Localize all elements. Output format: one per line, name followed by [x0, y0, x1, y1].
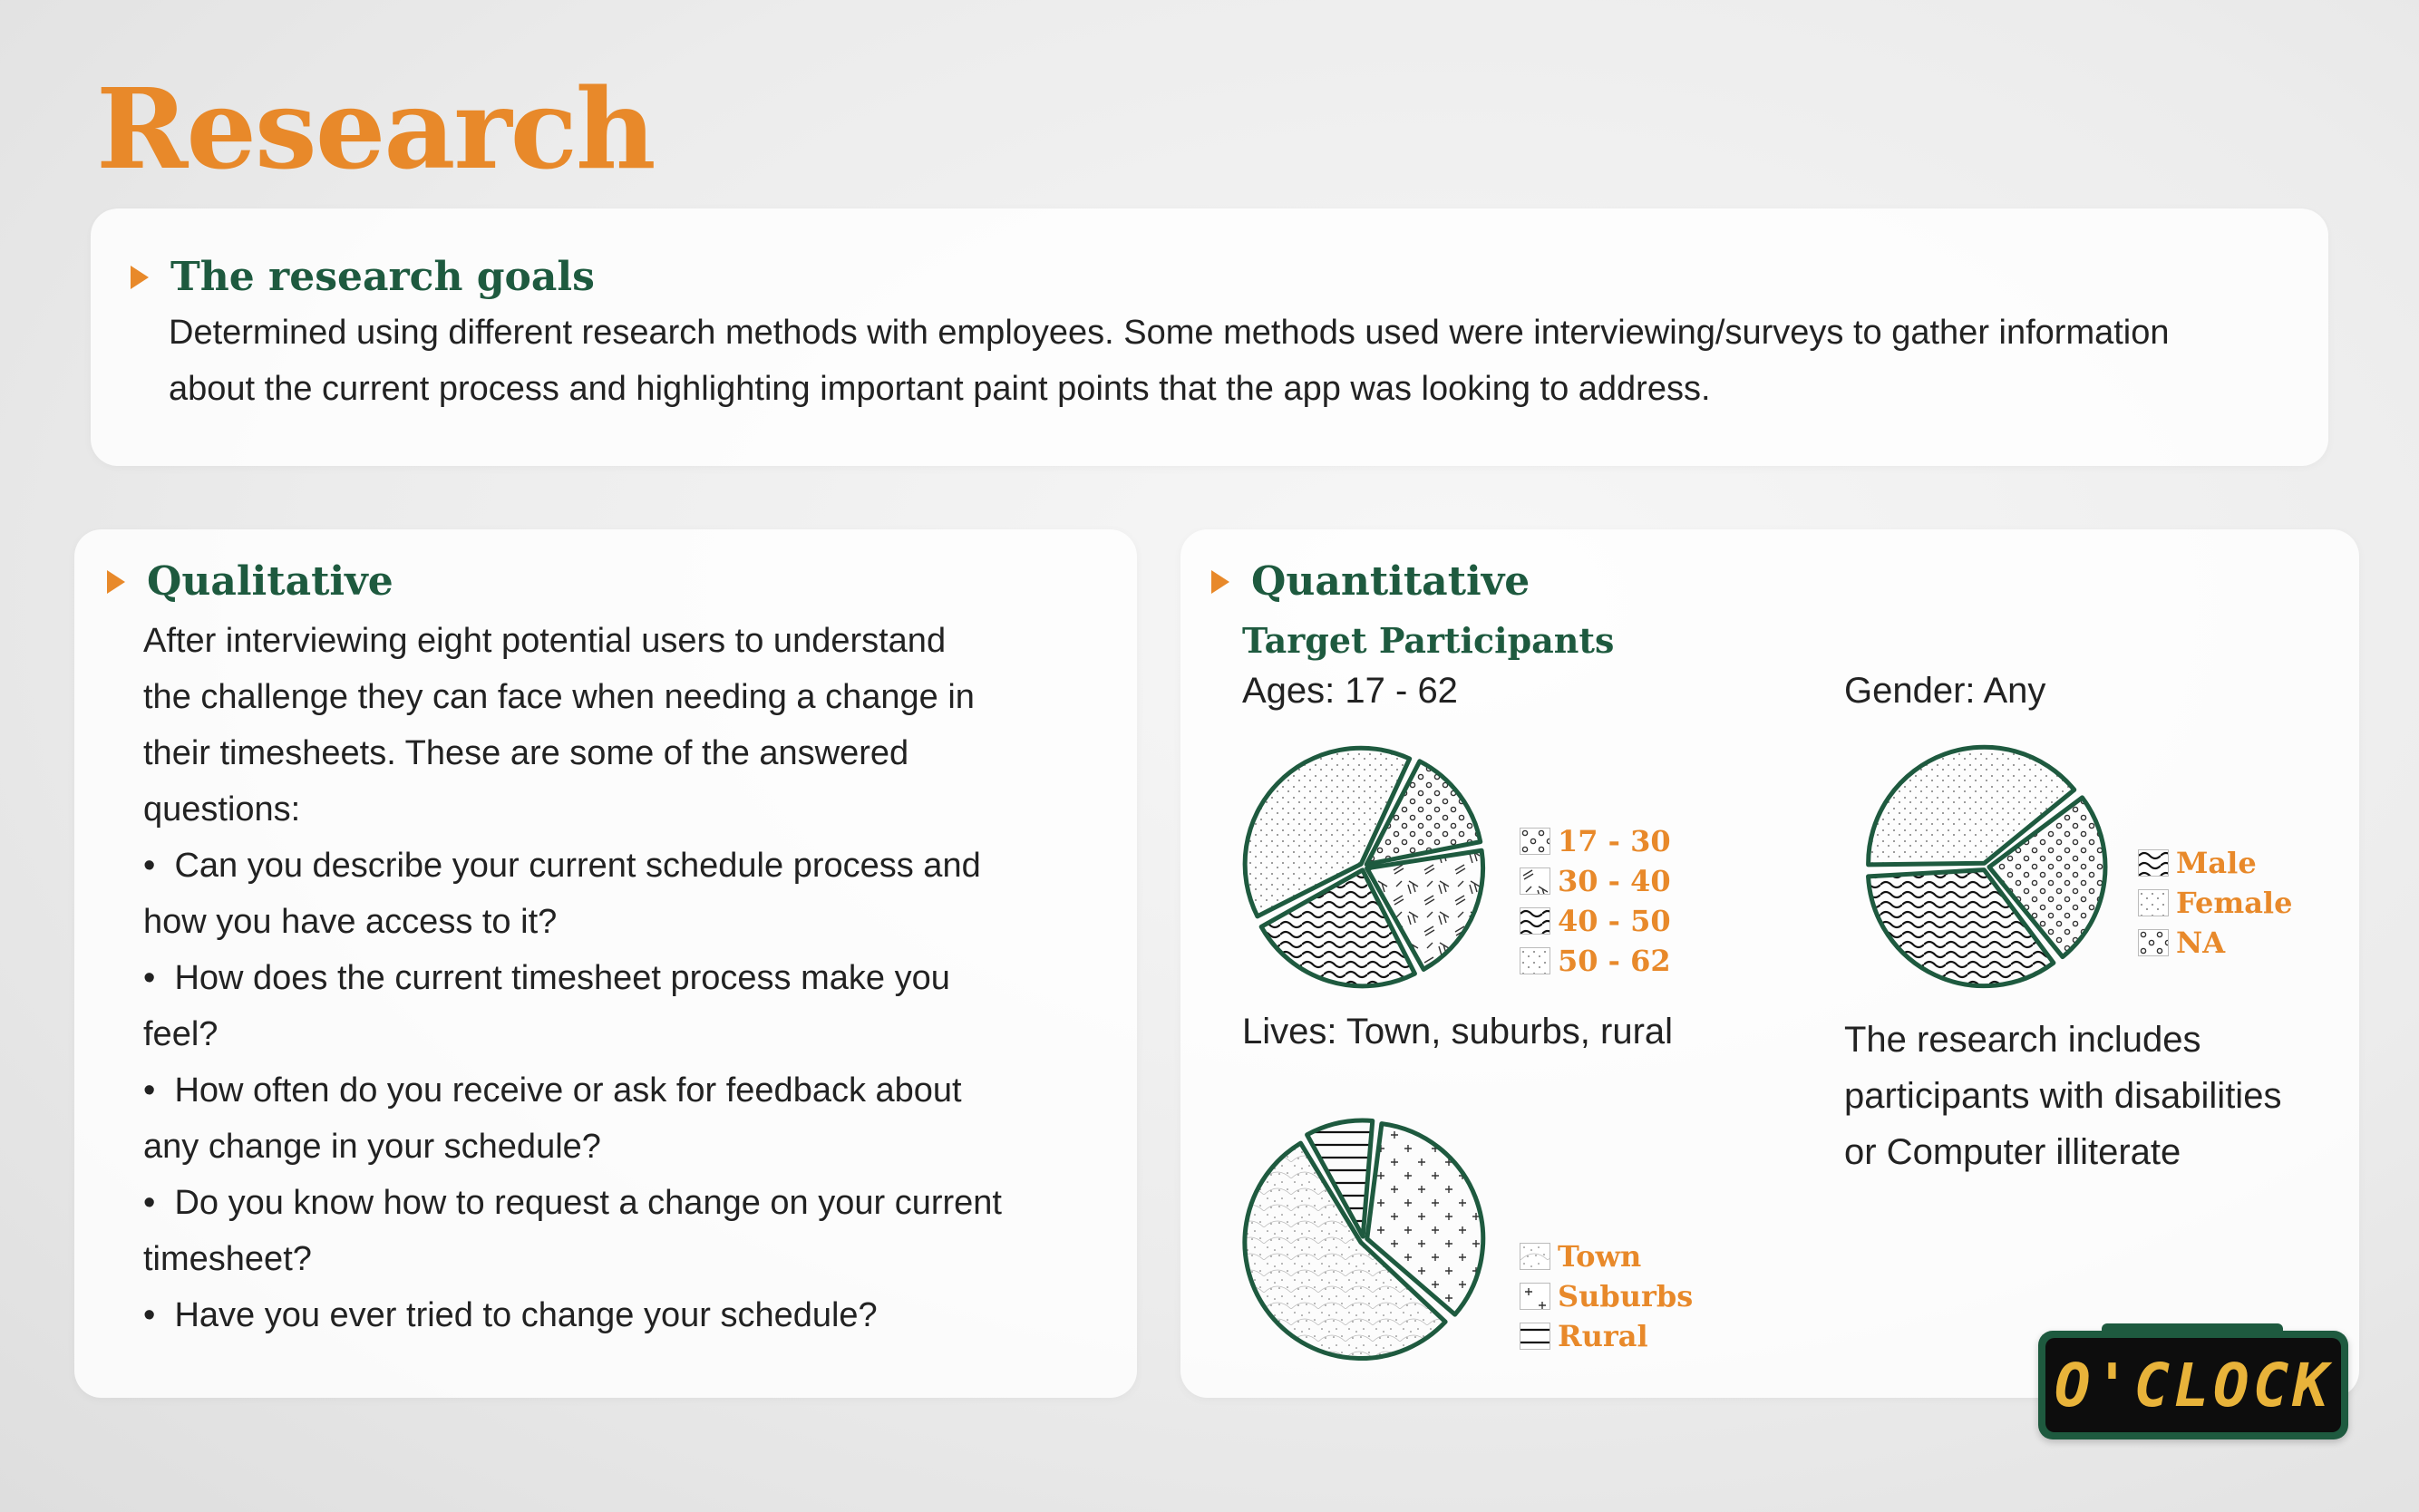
legend-pattern-icon	[1520, 1244, 1550, 1269]
legend-swatch	[1520, 828, 1550, 855]
legend-label: 17 - 30	[1558, 824, 1671, 858]
intro-line: After interviewing eight potential users to understand	[143, 622, 947, 660]
legend-item	[2138, 883, 2292, 923]
research-goals-line-1: Determined using different research methods with employees. Some methods used were interviewing/surveys to gather information	[169, 314, 2170, 352]
legend-swatch	[1520, 1323, 1550, 1350]
question-text: Have you ever tried to change your schedule?	[174, 1296, 878, 1334]
legend-swatch	[1520, 1283, 1550, 1310]
note-line: participants with disabilities	[1844, 1076, 2282, 1116]
intro-line: questions:	[143, 790, 301, 829]
qualitative-header	[107, 558, 393, 605]
question-item	[143, 1175, 1122, 1287]
question-text: any change in your schedule?	[143, 1128, 601, 1166]
lives-legend	[1520, 1236, 1693, 1356]
question-text: How often do you receive or ask for feedback about	[174, 1071, 962, 1110]
question-item	[143, 1287, 1122, 1343]
triangle-bullet-icon	[1211, 570, 1229, 594]
legend-item	[1520, 861, 1671, 901]
legend-item	[1520, 1316, 1693, 1356]
legend-swatch	[1520, 1243, 1550, 1270]
logo-text: O'CLOCK	[2045, 1338, 2341, 1432]
legend-pattern-icon	[1520, 829, 1550, 854]
note-line: or Computer illiterate	[1844, 1132, 2181, 1172]
legend-swatch	[2138, 849, 2169, 877]
intro-line: the challenge they can face when needing a change in	[143, 678, 975, 716]
oclock-logo	[2038, 1331, 2348, 1439]
qualitative-intro	[143, 613, 1122, 838]
legend-label: Suburbs	[1558, 1279, 1694, 1313]
legend-pattern-icon	[1520, 908, 1550, 934]
legend-label: Town	[1558, 1239, 1642, 1274]
ages-label: Ages: 17 - 62	[1242, 671, 1458, 711]
legend-item	[1520, 1236, 1693, 1276]
legend-pattern-icon	[2139, 850, 2168, 876]
question-item	[143, 1062, 1122, 1175]
question-text: How does the current timesheet process make you	[174, 959, 950, 997]
gender-pie-chart	[1859, 740, 2113, 993]
legend-swatch	[2138, 929, 2169, 956]
legend-pattern-icon	[1520, 1284, 1550, 1309]
legend-pattern-icon	[2139, 890, 2168, 916]
target-participants-heading: Target Participants	[1242, 620, 1615, 661]
legend-swatch	[2138, 889, 2169, 916]
research-goals-line-2: about the current process and highlighting important paint points that the app was looking to address.	[169, 370, 1711, 408]
legend-swatch	[1520, 907, 1550, 935]
legend-swatch	[1520, 947, 1550, 974]
question-text: Can you describe your current schedule process and	[174, 847, 981, 885]
gender-label: Gender: Any	[1844, 671, 2046, 711]
question-text: how you have access to it?	[143, 903, 558, 941]
legend-item	[1520, 821, 1671, 861]
quantitative-header	[1211, 558, 1530, 605]
ages-pie-chart	[1237, 740, 1491, 993]
triangle-bullet-icon	[131, 266, 149, 289]
question-text: feel?	[143, 1015, 219, 1053]
research-goals-header	[131, 254, 595, 300]
legend-pattern-icon	[1520, 868, 1550, 894]
intro-line: their timesheets. These are some of the answered	[143, 734, 909, 772]
legend-item	[2138, 923, 2292, 963]
legend-item	[2138, 843, 2292, 883]
legend-label: 50 - 62	[1558, 944, 1671, 978]
legend-pattern-icon	[2139, 930, 2168, 955]
question-item	[143, 838, 1122, 950]
research-goals-heading: The research goals	[170, 254, 595, 300]
legend-item	[1520, 941, 1671, 981]
gender-legend	[2138, 843, 2292, 963]
legend-pattern-icon	[1520, 948, 1550, 974]
question-text: Do you know how to request a change on your current	[174, 1184, 1002, 1222]
triangle-bullet-icon	[107, 570, 125, 594]
question-text: timesheet?	[143, 1240, 312, 1278]
research-note	[1844, 1012, 2281, 1180]
legend-swatch	[1520, 867, 1550, 895]
question-item	[143, 950, 1122, 1062]
research-goals-text	[169, 305, 2308, 417]
legend-label: 40 - 50	[1558, 904, 1671, 938]
quantitative-heading: Quantitative	[1251, 558, 1530, 605]
qualitative-heading: Qualitative	[147, 558, 393, 605]
note-line: The research includes	[1844, 1020, 2201, 1060]
quantitative-card	[1180, 529, 2359, 1398]
qualitative-body	[143, 613, 1122, 1343]
legend-label: Rural	[1558, 1319, 1648, 1353]
legend-label: 30 - 40	[1558, 864, 1671, 898]
question-list	[143, 838, 1122, 1343]
lives-pie-chart	[1237, 1113, 1491, 1367]
legend-item	[1520, 1276, 1693, 1316]
research-goals-card	[91, 208, 2328, 466]
ages-legend	[1520, 821, 1671, 981]
legend-pattern-icon	[1520, 1323, 1550, 1349]
legend-label: NA	[2176, 926, 2226, 960]
legend-label: Male	[2176, 846, 2257, 880]
qualitative-card	[74, 529, 1137, 1398]
lives-label: Lives: Town, suburbs, rural	[1242, 1012, 1674, 1052]
legend-label: Female	[2176, 886, 2293, 920]
page-title: Research	[96, 63, 655, 194]
legend-item	[1520, 901, 1671, 941]
